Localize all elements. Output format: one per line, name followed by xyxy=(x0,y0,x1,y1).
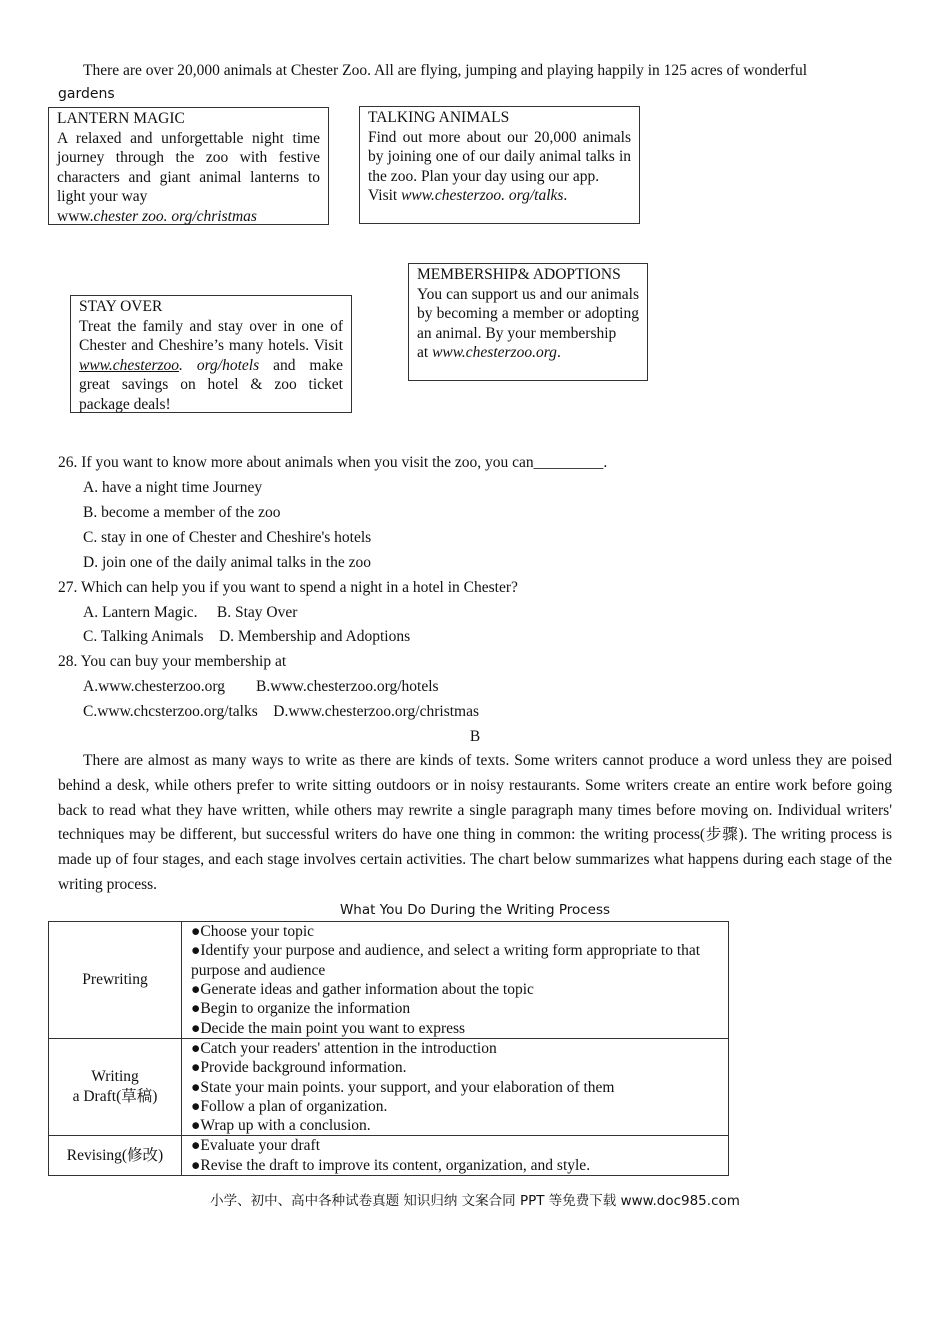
box-body: You can support us and our animals by becoming a member or adopting an animal. By your membership xyxy=(417,285,639,342)
box-url: www.chesterzoo xyxy=(79,356,180,374)
box-title: MEMBERSHIP& ADOPTIONS xyxy=(417,266,621,283)
option: A. have a night time Journey xyxy=(83,479,263,496)
activity-item: ●Follow a plan of organization. xyxy=(191,1097,388,1115)
box-body: A relaxed and unforgettable night time journey through the zoo with festive characters and giant animal lanterns to light your way xyxy=(57,129,320,205)
activity-item: ●Provide background information. xyxy=(191,1059,407,1077)
stage-name-text xyxy=(49,1067,181,1107)
box-body-text: Treat the family and stay over in one of Chester and Cheshire’s many hotels. Visit xyxy=(79,317,343,354)
question-27: 27. Which can help you if you want to spend a night in a hotel in Chester? xyxy=(58,579,518,596)
activity-item: ●Evaluate your draft xyxy=(191,1137,321,1155)
option: A.www.chesterzoo.org B.www.chesterzoo.org/hotels xyxy=(83,678,439,695)
box-title: STAY OVER xyxy=(79,298,163,315)
activity-item: ●Catch your readers' attention in the introduction xyxy=(191,1040,497,1057)
activity-item: ●Revise the draft to improve its content, organization, and style. xyxy=(191,1156,591,1174)
lantern-magic-box xyxy=(48,107,329,225)
intro-tail: gardens xyxy=(58,86,115,102)
option: C. stay in one of Chester and Cheshire's hotels xyxy=(83,529,372,546)
question-28: 28. You can buy your membership at xyxy=(58,653,287,670)
activity-item: ●Choose your topic xyxy=(191,923,315,941)
stage-activities xyxy=(182,1039,729,1136)
box-url: www.chesterzoo.org xyxy=(432,344,557,361)
talking-animals-box xyxy=(359,106,640,224)
intro-text: There are over 20,000 animals at Chester Zoo. All are flying, jumping and playing happily in 125 acres of wonderful xyxy=(83,62,807,79)
box-url-end: . xyxy=(563,187,568,204)
box-at: at xyxy=(417,344,433,361)
box-url-end: . xyxy=(556,344,561,361)
box-body xyxy=(79,317,343,415)
box-title: TALKING ANIMALS xyxy=(368,109,510,126)
stage-activities xyxy=(182,1136,729,1176)
box-title: LANTERN MAGIC xyxy=(57,110,185,127)
activity-item: ●State your main points. your support, and your elaboration of them xyxy=(191,1078,615,1096)
table-row xyxy=(49,1136,729,1176)
section-label: B xyxy=(469,728,481,745)
option: C.www.chcsterzoo.org/talks D.www.chesterzoo.org/christmas xyxy=(83,703,480,720)
stage-activities xyxy=(182,922,729,1039)
intro-paragraph xyxy=(58,59,892,84)
stage-name: Prewriting xyxy=(49,922,182,1039)
box-visit: Visit xyxy=(368,187,402,204)
stage-name-line: Writing xyxy=(91,1068,139,1086)
activity-item: ●Generate ideas and gather information about the topic xyxy=(191,981,534,998)
writing-process-table xyxy=(48,921,729,1176)
table-row xyxy=(49,1039,729,1136)
activity-item: ●Identify your purpose and audience, and select a writing form appropriate to that purpose and audience xyxy=(191,942,701,979)
table-caption xyxy=(0,900,950,920)
question-26: 26. If you want to know more about animals when you visit the zoo, you can_________. xyxy=(58,454,608,471)
box-body-text-2: and make great savings on hotel & zoo ticket package deals! xyxy=(79,356,343,413)
table-caption-text: What You Do During the Writing Process xyxy=(339,902,611,918)
stay-over-box xyxy=(70,295,352,413)
box-body: Find out more about our 20,000 animals by joining one of our daily animal talks in the zoo. Plan your day using our app. xyxy=(368,128,631,185)
membership-box xyxy=(408,263,648,381)
stage-name xyxy=(49,1039,182,1136)
activity-item: ●Begin to organize the information xyxy=(191,1000,411,1018)
box-url: chester zoo. org/christmas xyxy=(93,207,257,225)
option: D. join one of the daily animal talks in the zoo xyxy=(83,554,371,571)
box-url-rest: . org/hotels xyxy=(179,356,260,374)
box-url: www.chesterzoo. org/talks xyxy=(401,187,564,204)
table-row xyxy=(49,922,729,1039)
stage-name: Revising(修改) xyxy=(49,1136,182,1176)
activity-item: ●Wrap up with a conclusion. xyxy=(191,1117,371,1135)
option: C. Talking Animals D. Membership and Adoptions xyxy=(83,628,411,645)
stage-name-line: a Draft(草稿) xyxy=(72,1088,158,1106)
option: A. Lantern Magic. B. Stay Over xyxy=(83,604,298,621)
activity-item: ●Decide the main point you want to express xyxy=(191,1019,466,1037)
option: B. become a member of the zoo xyxy=(83,504,281,521)
box-url-prefix: www. xyxy=(57,207,94,225)
section-b-paragraph: There are almost as many ways to write as there are kinds of texts. Some writers cannot produce a word unless they are poised behind a desk, while others prefer to write sitting outdoors or in noisy restaurants. Some writers create an entire work before going back to read what they have written, while others may rewrite a single paragraph many times before moving on. Individual writers' techniques may be different, but successful writers do have one thing in common: the writing process(步骤). The writing process is made up of four stages, and each stage involves certain activities. The chart below summarizes what happens during each stage of the writing process. xyxy=(58,752,892,893)
footer: 小学、初中、高中各种试卷真题 知识归纳 文案合同 PPT 等免费下载 www.doc985.com xyxy=(210,1193,740,1209)
